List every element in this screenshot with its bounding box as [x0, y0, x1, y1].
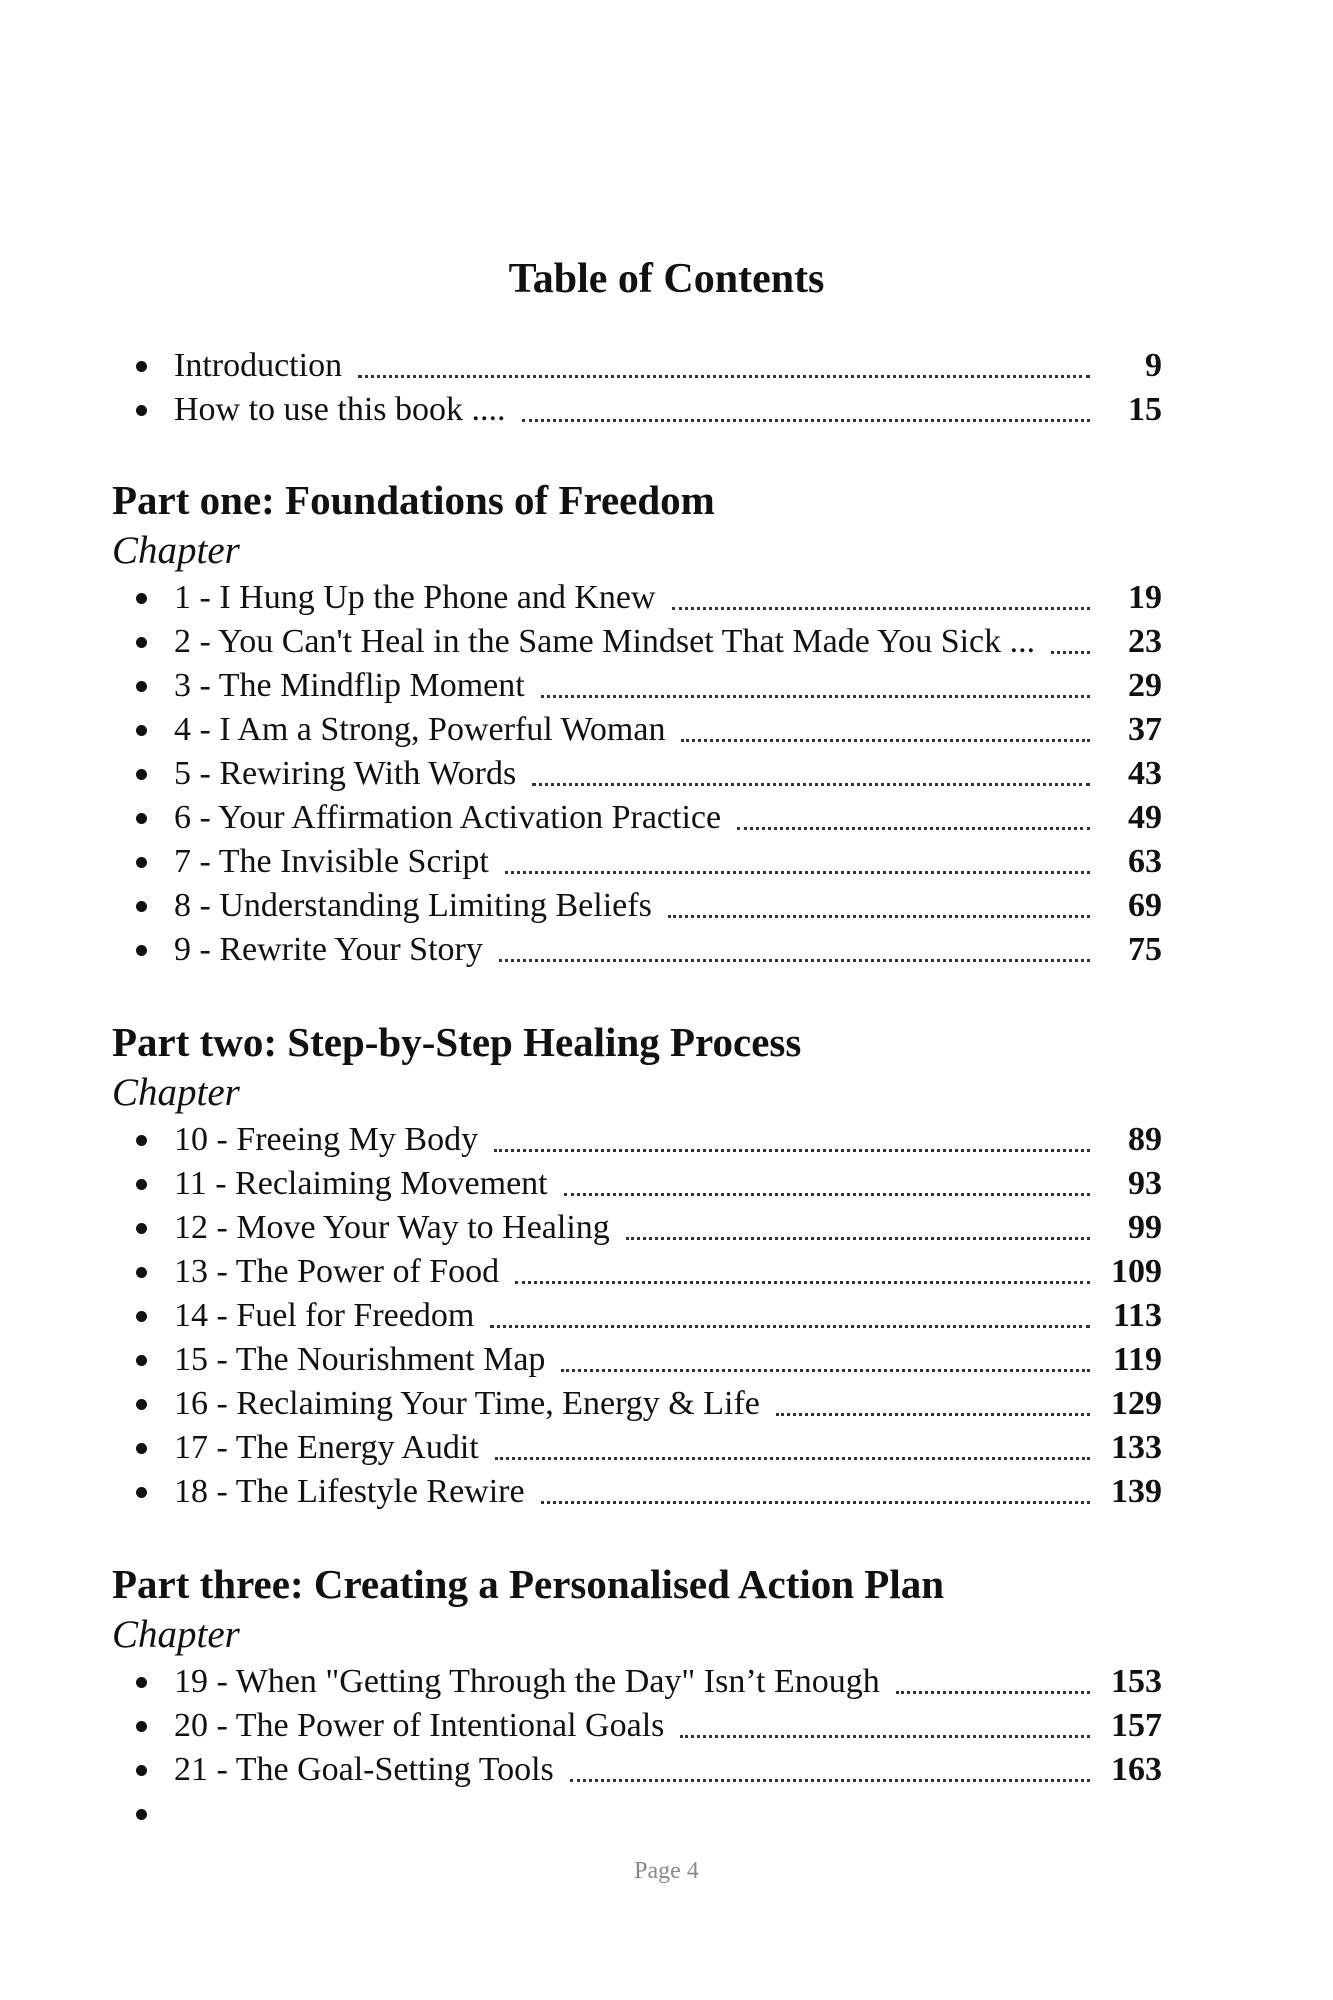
entry-page-number: 109 [1111, 1253, 1162, 1290]
bullet-icon [112, 1809, 174, 1820]
entry-title: 15 - The Nourishment Map [174, 1341, 546, 1378]
toc-entry[interactable] [112, 840, 1162, 884]
toc-entry[interactable] [112, 1382, 1162, 1426]
toc-entry[interactable] [112, 1162, 1162, 1206]
bullet-icon [112, 1677, 174, 1688]
dot-leader [564, 1192, 1090, 1196]
entry-page-number: 139 [1111, 1473, 1162, 1510]
bullet-icon [112, 361, 174, 372]
entry-title: 8 - Understanding Limiting Beliefs [174, 887, 652, 924]
toc-entry[interactable] [112, 344, 1162, 388]
entry-page-number: 15 [1128, 391, 1162, 428]
dot-leader [896, 1690, 1090, 1694]
bullet-icon [112, 901, 174, 912]
bullet-icon [112, 1355, 174, 1366]
entry-page-number: 49 [1128, 799, 1162, 836]
entry-title: 7 - The Invisible Script [174, 843, 489, 880]
chapter-label: Chapter [112, 1613, 240, 1656]
dot-leader [561, 1368, 1090, 1372]
toc-entry[interactable] [112, 884, 1162, 928]
entry-page-number: 9 [1145, 347, 1162, 384]
toc-entry[interactable] [112, 1470, 1162, 1514]
toc-entry[interactable] [112, 796, 1162, 840]
entry-page-number: 119 [1112, 1341, 1162, 1378]
dot-leader [680, 1734, 1090, 1738]
entry-page-number: 89 [1128, 1121, 1162, 1158]
dot-leader [626, 1236, 1090, 1240]
toc-entry[interactable] [112, 928, 1162, 972]
part-one-section [112, 474, 1162, 972]
bullet-icon [112, 1721, 174, 1732]
entry-page-number: 37 [1128, 711, 1162, 748]
entry-title: 21 - The Goal-Setting Tools [174, 1751, 554, 1788]
dot-leader [490, 1324, 1090, 1328]
bullet-icon [112, 1135, 174, 1146]
toc-entry[interactable] [112, 752, 1162, 796]
toc-entry[interactable] [112, 1206, 1162, 1250]
dot-leader [532, 782, 1090, 786]
dot-leader [672, 606, 1090, 610]
dot-leader [668, 914, 1090, 918]
bullet-icon [112, 1223, 174, 1234]
entry-title: 10 - Freeing My Body [174, 1121, 479, 1158]
entry-title: 14 - Fuel for Freedom [174, 1297, 475, 1334]
entry-title: Introduction [174, 347, 343, 384]
bullet-icon [112, 1179, 174, 1190]
entry-page-number: 43 [1128, 755, 1162, 792]
toc-entry[interactable] [112, 1660, 1162, 1704]
intro-list [112, 344, 1162, 432]
entry-page-number: 163 [1111, 1751, 1162, 1788]
dot-leader [541, 1500, 1090, 1504]
entry-title: 16 - Reclaiming Your Time, Energy & Life [174, 1385, 760, 1422]
entry-page-number: 75 [1128, 931, 1162, 968]
dot-leader [570, 1778, 1090, 1782]
bullet-icon [112, 857, 174, 868]
dot-leader [494, 1148, 1090, 1152]
toc-entry[interactable] [112, 620, 1162, 664]
dot-leader [541, 694, 1090, 698]
entry-title: How to use this book .... [174, 391, 506, 428]
bullet-icon [112, 813, 174, 824]
bullet-icon [112, 405, 174, 416]
bullet-icon [112, 593, 174, 604]
bullet-icon [112, 1443, 174, 1454]
toc-entry[interactable] [112, 1338, 1162, 1382]
entry-title: 11 - Reclaiming Movement [174, 1165, 548, 1202]
entry-title: 9 - Rewrite Your Story [174, 931, 483, 968]
dot-leader [1051, 650, 1090, 654]
entry-page-number: 153 [1111, 1663, 1162, 1700]
entry-page-number: 29 [1128, 667, 1162, 704]
entry-title: 19 - When "Getting Through the Day" Isn’t Enough [174, 1663, 880, 1700]
chapter-list [112, 1660, 1162, 1836]
toc-entry[interactable] [112, 1118, 1162, 1162]
dot-leader [499, 958, 1090, 962]
dot-leader [505, 870, 1090, 874]
dot-leader [681, 738, 1090, 742]
entry-title: 1 - I Hung Up the Phone and Knew [174, 579, 656, 616]
toc-entry[interactable] [112, 388, 1162, 432]
entry-title: 6 - Your Affirmation Activation Practice [174, 799, 722, 836]
entry-title: 20 - The Power of Intentional Goals [174, 1707, 665, 1744]
bullet-icon [112, 1399, 174, 1410]
entry-title: 5 - Rewiring With Words [174, 755, 517, 792]
toc-entry[interactable] [112, 1294, 1162, 1338]
bullet-icon [112, 1311, 174, 1322]
toc-entry-empty [112, 1792, 1162, 1836]
bullet-icon [112, 1487, 174, 1498]
part-two-section [112, 1016, 1162, 1514]
entry-title: 3 - The Mindflip Moment [174, 667, 525, 704]
page-title: Table of Contents [508, 256, 825, 302]
part-title: Part one: Foundations of Freedom [112, 477, 715, 523]
bullet-icon [112, 637, 174, 648]
bullet-icon [112, 1765, 174, 1776]
entry-page-number: 23 [1128, 623, 1162, 660]
entry-page-number: 129 [1111, 1385, 1162, 1422]
bullet-icon [112, 1267, 174, 1278]
chapter-list [112, 1118, 1162, 1514]
entry-title: 4 - I Am a Strong, Powerful Woman [174, 711, 666, 748]
entry-page-number: 133 [1111, 1429, 1162, 1466]
dot-leader [776, 1412, 1090, 1416]
toc-entry[interactable] [112, 664, 1162, 708]
entry-page-number: 69 [1128, 887, 1162, 924]
dot-leader [495, 1456, 1090, 1460]
bullet-icon [112, 769, 174, 780]
part-three-section [112, 1558, 1162, 1836]
bullet-icon [112, 681, 174, 692]
chapter-label: Chapter [112, 1071, 240, 1114]
entry-title: 12 - Move Your Way to Healing [174, 1209, 610, 1246]
bullet-icon [112, 945, 174, 956]
dot-leader [358, 374, 1090, 378]
toc-entry[interactable] [112, 1748, 1162, 1792]
toc-entry[interactable] [112, 1250, 1162, 1294]
entry-title: 17 - The Energy Audit [174, 1429, 479, 1466]
entry-title: 13 - The Power of Food [174, 1253, 500, 1290]
bullet-icon [112, 725, 174, 736]
entry-title: 2 - You Can't Heal in the Same Mindset That Made You Sick ... [174, 623, 1036, 660]
chapter-label: Chapter [112, 529, 240, 572]
entry-page-number: 113 [1112, 1297, 1162, 1334]
entry-page-number: 63 [1128, 843, 1162, 880]
entry-page-number: 99 [1128, 1209, 1162, 1246]
dot-leader [737, 826, 1090, 830]
entry-page-number: 19 [1128, 579, 1162, 616]
part-title: Part two: Step-by-Step Healing Process [112, 1019, 802, 1065]
page-footer: Page 4 [634, 1858, 699, 1884]
toc-entry[interactable] [112, 1426, 1162, 1470]
entry-page-number: 157 [1111, 1707, 1162, 1744]
toc-entry[interactable] [112, 1704, 1162, 1748]
dot-leader [515, 1280, 1090, 1284]
toc-entry[interactable] [112, 576, 1162, 620]
dot-leader [522, 418, 1091, 422]
entry-title: 18 - The Lifestyle Rewire [174, 1473, 525, 1510]
chapter-list [112, 576, 1162, 972]
entry-page-number: 93 [1128, 1165, 1162, 1202]
part-title: Part three: Creating a Personalised Action Plan [112, 1561, 945, 1607]
intro-section [112, 344, 1162, 432]
toc-entry[interactable] [112, 708, 1162, 752]
